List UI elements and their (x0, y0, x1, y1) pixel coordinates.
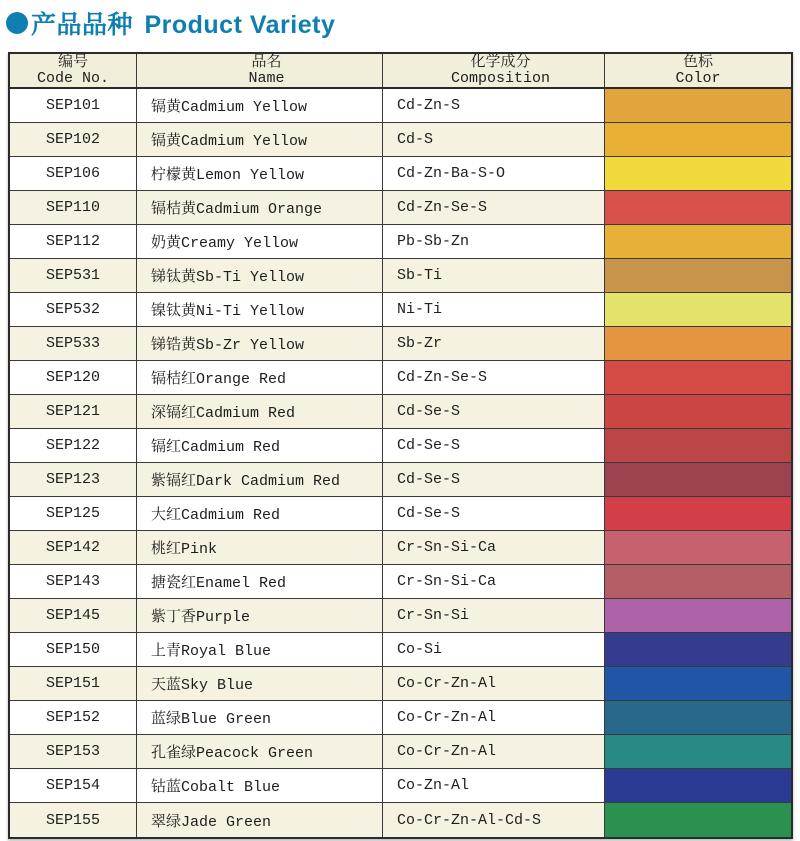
composition-cell: Co-Cr-Zn-Al-Cd-S (383, 803, 605, 837)
code-cell: SEP125 (10, 497, 137, 530)
code-cell: SEP155 (10, 803, 137, 837)
header-name-en: Name (248, 69, 285, 87)
code-cell: SEP123 (10, 463, 137, 496)
name-cell: 搪瓷红Enamel Red (137, 565, 383, 598)
name-cell: 翠绿Jade Green (137, 803, 383, 837)
code-cell: SEP152 (10, 701, 137, 734)
name-cell: 锑锆黄Sb-Zr Yellow (137, 327, 383, 360)
code-cell: SEP150 (10, 633, 137, 666)
header-code (10, 54, 137, 87)
color-swatch (605, 429, 791, 462)
color-swatch (605, 191, 791, 224)
name-cell: 紫丁香Purple (137, 599, 383, 632)
table-row (10, 293, 791, 327)
composition-cell: Cd-Zn-Ba-S-O (383, 157, 605, 190)
table-row (10, 361, 791, 395)
table-row (10, 463, 791, 497)
page-title (0, 0, 800, 38)
table-header-row (10, 54, 791, 89)
color-swatch (605, 327, 791, 360)
header-composition (383, 54, 605, 87)
code-cell: SEP143 (10, 565, 137, 598)
composition-cell: Cr-Sn-Si-Ca (383, 565, 605, 598)
code-cell: SEP533 (10, 327, 137, 360)
page-title-cn: 产品品种 (31, 11, 134, 39)
color-swatch (605, 225, 791, 258)
table-row (10, 599, 791, 633)
table-row (10, 327, 791, 361)
composition-cell: Cd-Se-S (383, 497, 605, 530)
table-row (10, 395, 791, 429)
page-title-en: Product Variety (144, 11, 336, 39)
color-swatch (605, 803, 791, 837)
composition-cell: Cd-Zn-S (383, 89, 605, 122)
name-cell: 镉桔黄Cadmium Orange (137, 191, 383, 224)
header-composition-en: Composition (450, 69, 551, 87)
composition-cell: Cd-Se-S (383, 429, 605, 462)
name-cell: 镉红Cadmium Red (137, 429, 383, 462)
table-row (10, 531, 791, 565)
composition-cell: Cd-Zn-Se-S (383, 191, 605, 224)
name-cell: 天蓝Sky Blue (137, 667, 383, 700)
color-swatch (605, 361, 791, 394)
color-swatch (605, 633, 791, 666)
product-variety-table (8, 52, 793, 839)
table-row (10, 735, 791, 769)
color-swatch (605, 463, 791, 496)
color-swatch (605, 293, 791, 326)
table-row (10, 769, 791, 803)
name-cell: 深镉红Cadmium Red (137, 395, 383, 428)
color-swatch (605, 701, 791, 734)
header-code-en: Code No. (36, 69, 109, 87)
composition-cell: Cr-Sn-Si (383, 599, 605, 632)
table-row (10, 89, 791, 123)
composition-cell: Co-Zn-Al (383, 769, 605, 802)
name-cell: 上青Royal Blue (137, 633, 383, 666)
table-row (10, 701, 791, 735)
code-cell: SEP112 (10, 225, 137, 258)
composition-cell: Cd-S (383, 123, 605, 156)
name-cell: 紫镉红Dark Cadmium Red (137, 463, 383, 496)
table-row (10, 225, 791, 259)
composition-cell: Ni-Ti (383, 293, 605, 326)
color-swatch (605, 531, 791, 564)
name-cell: 锑钛黄Sb-Ti Yellow (137, 259, 383, 292)
name-cell: 蓝绿Blue Green (137, 701, 383, 734)
header-name-cn: 品名 (251, 53, 282, 71)
composition-cell: Cr-Sn-Si-Ca (383, 531, 605, 564)
page-title-text (31, 5, 335, 41)
table-row (10, 633, 791, 667)
code-cell: SEP142 (10, 531, 137, 564)
composition-cell: Co-Cr-Zn-Al (383, 701, 605, 734)
header-name (137, 54, 383, 87)
name-cell: 钴蓝Cobalt Blue (137, 769, 383, 802)
code-cell: SEP153 (10, 735, 137, 768)
code-cell: SEP531 (10, 259, 137, 292)
color-swatch (605, 259, 791, 292)
table-row (10, 429, 791, 463)
table-row (10, 667, 791, 701)
composition-cell: Sb-Zr (383, 327, 605, 360)
composition-cell: Pb-Sb-Zn (383, 225, 605, 258)
color-swatch (605, 395, 791, 428)
color-swatch (605, 157, 791, 190)
table-row (10, 565, 791, 599)
header-color-cn: 色标 (682, 53, 713, 71)
name-cell: 镉黄Cadmium Yellow (137, 89, 383, 122)
table-row (10, 123, 791, 157)
table-row (10, 259, 791, 293)
composition-cell: Cd-Se-S (383, 395, 605, 428)
color-swatch (605, 123, 791, 156)
color-swatch (605, 497, 791, 530)
composition-cell: Cd-Zn-Se-S (383, 361, 605, 394)
name-cell: 柠檬黄Lemon Yellow (137, 157, 383, 190)
composition-cell: Cd-Se-S (383, 463, 605, 496)
code-cell: SEP151 (10, 667, 137, 700)
table-body (10, 89, 791, 837)
name-cell: 镍钛黄Ni-Ti Yellow (137, 293, 383, 326)
code-cell: SEP101 (10, 89, 137, 122)
name-cell: 大红Cadmium Red (137, 497, 383, 530)
code-cell: SEP532 (10, 293, 137, 326)
name-cell: 桃红Pink (137, 531, 383, 564)
color-swatch (605, 769, 791, 802)
color-swatch (605, 735, 791, 768)
name-cell: 镉桔红Orange Red (137, 361, 383, 394)
header-color (605, 54, 791, 87)
header-color-en: Color (675, 69, 721, 87)
code-cell: SEP122 (10, 429, 137, 462)
composition-cell: Co-Cr-Zn-Al (383, 735, 605, 768)
code-cell: SEP102 (10, 123, 137, 156)
composition-cell: Sb-Ti (383, 259, 605, 292)
header-composition-cn: 化学成分 (470, 53, 531, 71)
table-row (10, 157, 791, 191)
table-row (10, 497, 791, 531)
bullet-icon (6, 12, 28, 34)
header-code-cn: 编号 (57, 53, 88, 71)
composition-cell: Co-Cr-Zn-Al (383, 667, 605, 700)
code-cell: SEP154 (10, 769, 137, 802)
color-swatch (605, 565, 791, 598)
composition-cell: Co-Si (383, 633, 605, 666)
color-swatch (605, 667, 791, 700)
color-swatch (605, 89, 791, 122)
table-row (10, 191, 791, 225)
table-row (10, 803, 791, 837)
color-swatch (605, 599, 791, 632)
code-cell: SEP145 (10, 599, 137, 632)
name-cell: 镉黄Cadmium Yellow (137, 123, 383, 156)
name-cell: 奶黄Creamy Yellow (137, 225, 383, 258)
code-cell: SEP120 (10, 361, 137, 394)
code-cell: SEP106 (10, 157, 137, 190)
code-cell: SEP121 (10, 395, 137, 428)
name-cell: 孔雀绿Peacock Green (137, 735, 383, 768)
code-cell: SEP110 (10, 191, 137, 224)
